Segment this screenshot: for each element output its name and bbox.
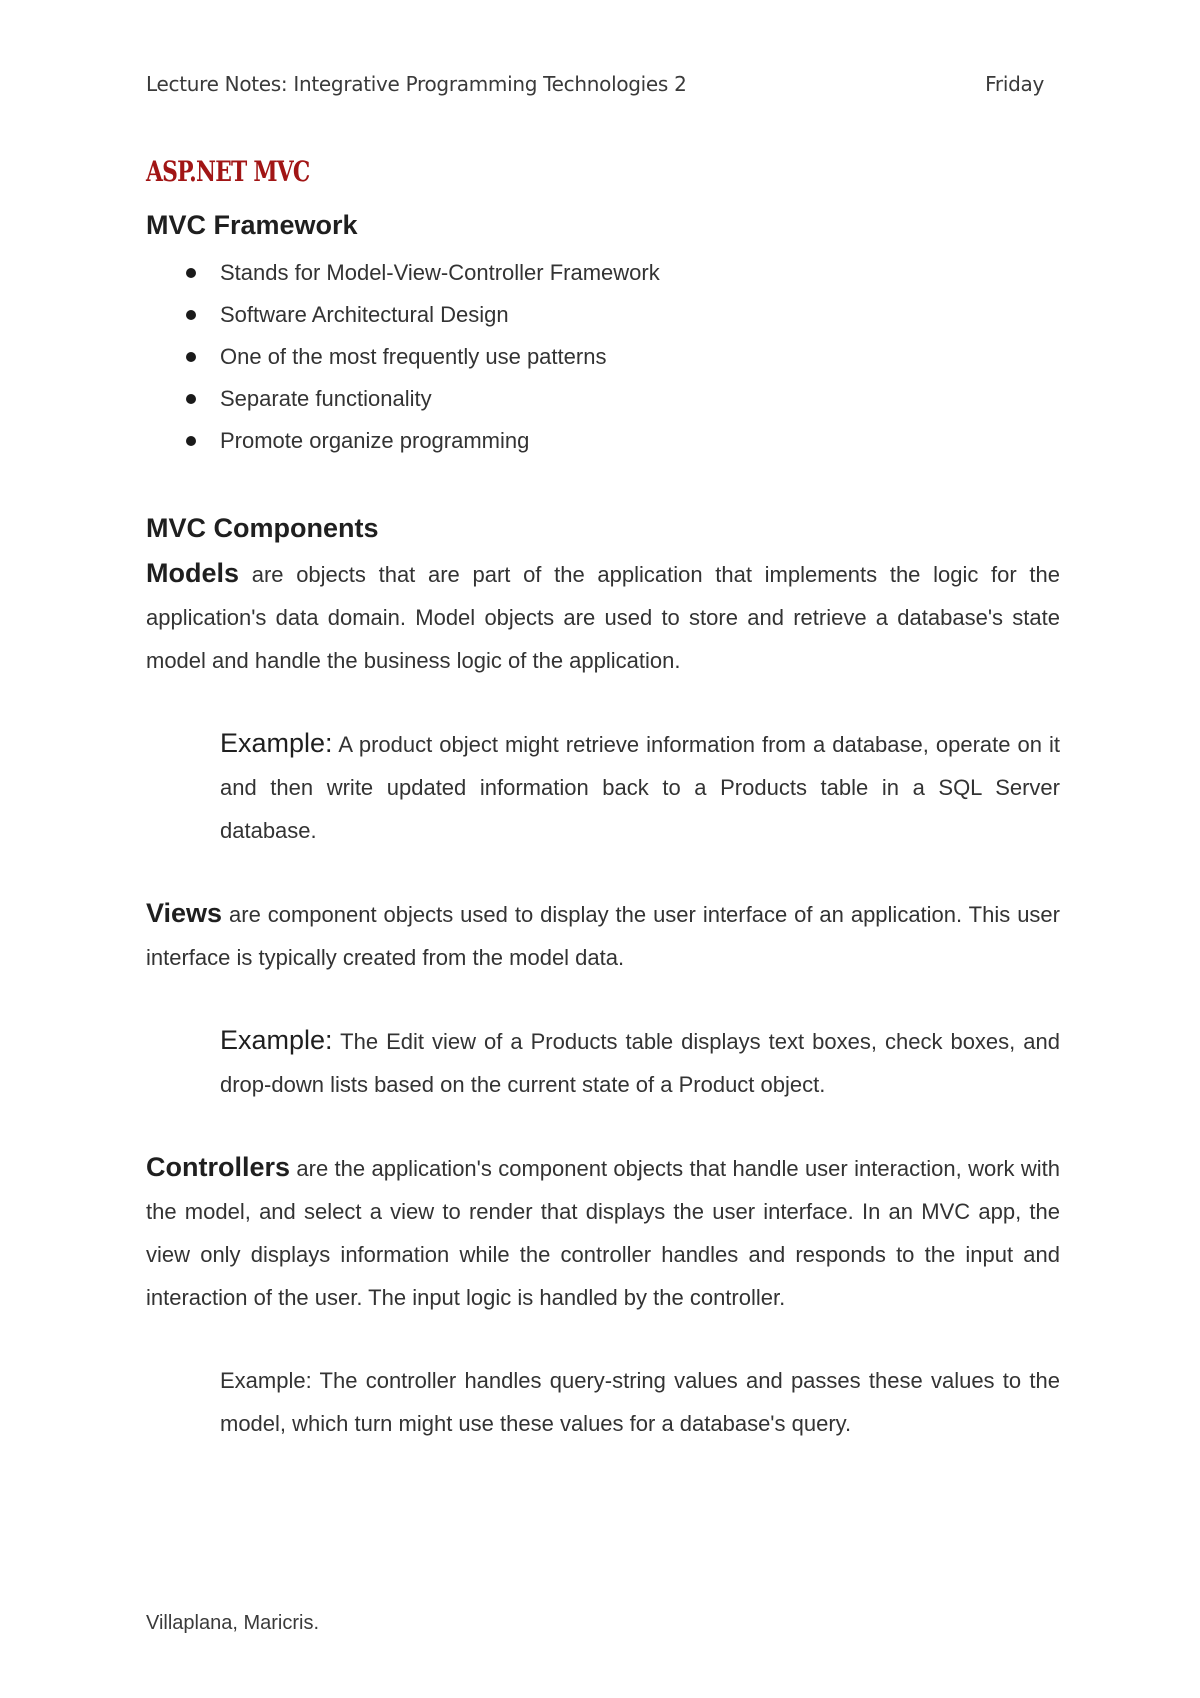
list-item: One of the most frequently use patterns xyxy=(186,336,1060,378)
views-paragraph xyxy=(146,892,1060,979)
models-term: Models xyxy=(146,558,240,588)
page-header xyxy=(146,72,1044,96)
controllers-description: are the application's component objects that handle user interaction, work with the model, and select a view to render that displays the user interface. In an MVC app, the view only displays information while the controller handles and responds to the input and interaction of the user. The input logic is handled by the controller. xyxy=(146,1156,1060,1310)
list-item: Software Architectural Design xyxy=(186,294,1060,336)
controllers-example: Example: The controller handles query-string values and passes these values to the model, which turn might use these values for a database's query. xyxy=(220,1368,1060,1436)
views-example xyxy=(146,1019,1060,1106)
models-example-label: Example: xyxy=(220,728,333,758)
bullet-icon xyxy=(186,436,196,446)
components-heading: MVC Components xyxy=(146,513,379,543)
framework-bullet-list xyxy=(146,252,1060,462)
bullet-icon xyxy=(186,310,196,320)
document-title: ASP.NET MVC xyxy=(146,155,310,188)
header-course-title: Lecture Notes: Integrative Programming Technologies 2 xyxy=(146,72,687,96)
page-footer-author: Villaplana, Maricris. xyxy=(146,1612,320,1634)
bullet-icon xyxy=(186,394,196,404)
models-description: are objects that are part of the application that implements the logic for the application's data domain. Model objects are used to store and retrieve a database's state model and handle the business logic of the application. xyxy=(146,562,1060,673)
controllers-paragraph xyxy=(146,1146,1060,1319)
models-paragraph xyxy=(146,552,1060,682)
views-example-label: Example: xyxy=(220,1025,333,1055)
bullet-icon xyxy=(186,352,196,362)
models-example-text: A product object might retrieve information from a database, operate on it and then write updated information back to a Products table in a SQL Server database. xyxy=(220,732,1060,843)
header-day: Friday xyxy=(985,72,1044,96)
list-item: Promote organize programming xyxy=(186,420,1060,462)
models-example xyxy=(146,722,1060,852)
bullet-icon xyxy=(186,268,196,278)
views-example-text: The Edit view of a Products table displays text boxes, check boxes, and drop-down lists based on the current state of a Product object. xyxy=(220,1029,1060,1097)
views-description: are component objects used to display the user interface of an application. This user interface is typically created from the model data. xyxy=(146,902,1060,970)
views-term: Views xyxy=(146,898,223,928)
list-item: Stands for Model-View-Controller Framework xyxy=(186,252,1060,294)
document-body xyxy=(146,150,1060,1445)
framework-heading: MVC Framework xyxy=(146,210,358,240)
controllers-term: Controllers xyxy=(146,1152,291,1182)
list-item: Separate functionality xyxy=(186,378,1060,420)
